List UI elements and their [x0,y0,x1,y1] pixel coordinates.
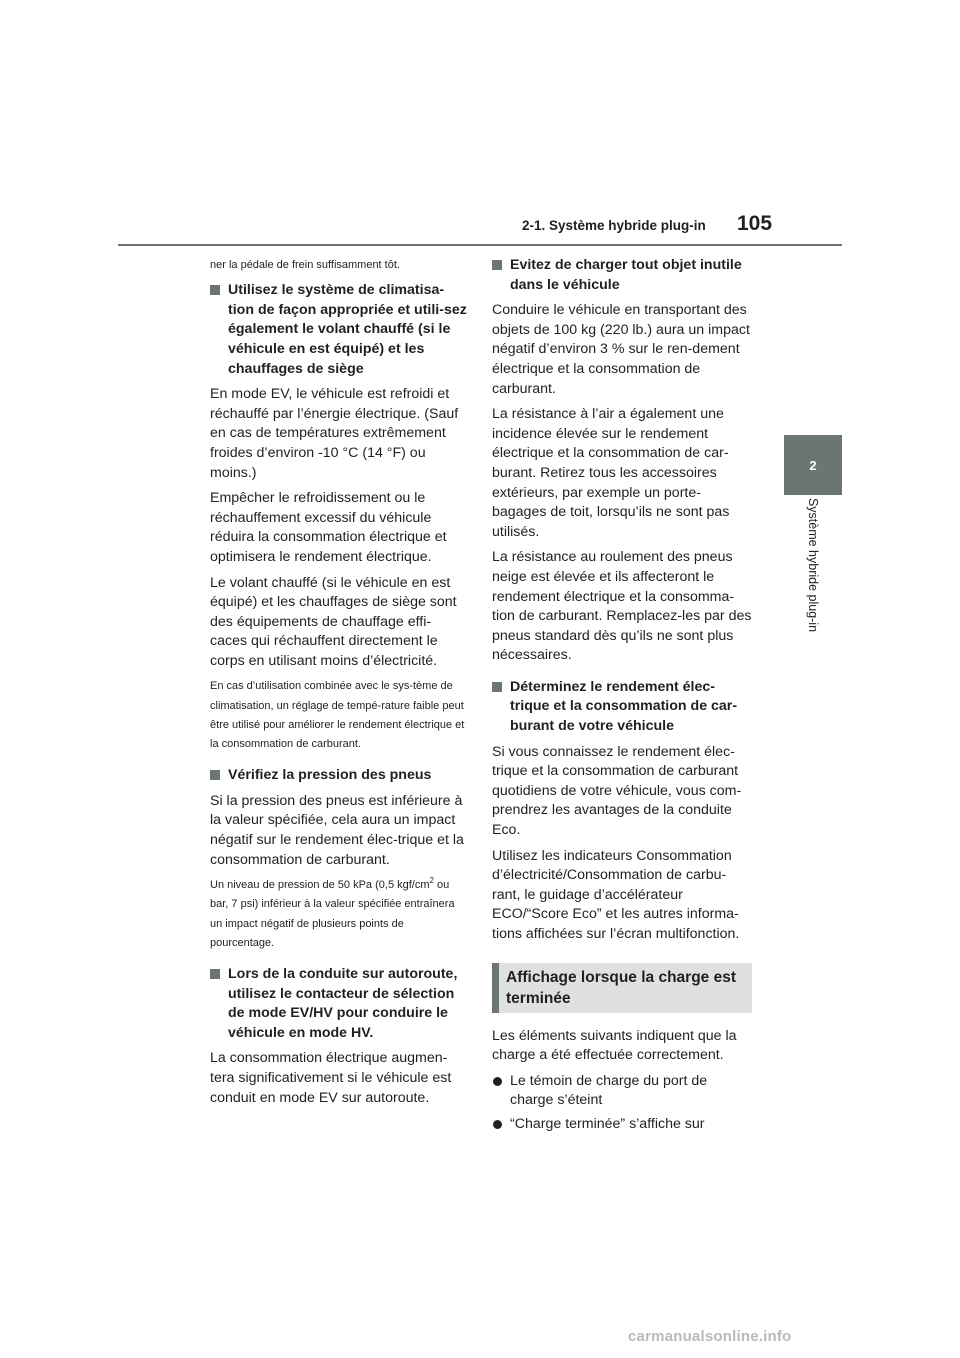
paragraph: En mode EV, le véhicule est refroidi et réchauffé par l’énergie électrique. (Sauf en cas de températures extrêmement froides d’environ -10 °C (14 °F) ou moins.) [210,386,459,481]
heading-climate [210,281,468,379]
note-part: Un niveau de pression de 50 kPa (0,5 kgf/cm [210,879,430,892]
page-number: 105 [737,212,773,235]
note-text [210,876,468,953]
square-bullet-icon [210,285,220,295]
paragraph: Si la pression des pneus est inférieure à la valeur spécifiée, cela aura un impact négatif sur le rendement élec-trique et la consommation de carburant. [210,792,464,868]
paragraph: La résistance à l’air a également une incidence élevée sur le rendement électrique et la consommation de car-burant. Retirez tous les accessoires extérieurs, par exemple un porte-bagages de toit, lorsqu’ils ne sont pas utilisés. [492,406,730,540]
square-bullet-icon [210,969,220,979]
square-bullet-icon [210,770,220,780]
heading-text: Déterminez le rendement élec-trique et la consommation de car-burant de votre véhicule [510,678,738,735]
list-item [492,1115,752,1135]
note-part: ou bar, 7 psi) inférieur à la valeur spécifiée entraînera un impact négatif de plusieurs points de pourcentage. [210,879,455,949]
chapter-label: Système hybride plug-in [806,497,820,633]
section-header [492,963,752,1013]
square-bullet-icon [492,682,502,692]
heading-text: Evitez de charger tout objet inutile dans le véhicule [510,257,742,293]
list-item [492,1072,752,1111]
bullet-dot-icon [493,1120,502,1129]
chapter-number: 2 [809,457,817,473]
paragraph: Utilisez les indicateurs Consommation d’électricité/Consommation de carbu-rant, le guidage d’accélérateur ECO/“Score Eco” et les autres informa-tions affichées sur l’écran multifonction. [492,847,740,942]
paragraph: La résistance au roulement des pneus neige est élevée et ils affecteront le rendement électrique et la consomma-tion de carburant. Remplacez-les par des pneus standard dès qu’ils ne sont plus nécessaires. [492,549,752,664]
paragraph: Empêcher le refroidissement ou le réchauffement excessif du véhicule réduira la consommation électrique et optimisera le rendement électrique. [210,490,447,565]
section-bar [492,963,499,1013]
superscript: 2 [429,876,434,886]
square-bullet-icon [492,260,502,270]
section-title-text: Affichage lorsque la charge est terminée [506,968,736,1007]
heading-tire-pressure [210,766,468,786]
chapter-tab [784,435,842,495]
watermark-logo: carmanualsonline.info [628,1328,792,1345]
heading-text: Utilisez le système de climatisa-tion de façon appropriée et utili-sez également le volant chauffé (si le véhicule en est équipé) et les chauffages de siège [228,282,467,377]
header-divider [118,244,842,246]
intro-text: ner la pédale de frein suffisamment tôt. [210,259,400,271]
right-column [492,256,752,1139]
list-item-text: “Charge terminée” s’affiche sur [510,1115,705,1132]
paragraph: Les éléments suivants indiquent que la charge a été effectuée correctement. [492,1027,737,1064]
heading-load [492,256,752,295]
heading-highway [210,965,468,1043]
paragraph: La consommation électrique augmen-tera significativement si le véhicule est conduit en mode EV sur autoroute. [210,1050,452,1106]
left-column [210,256,468,1114]
list-item-text: Le témoin de charge du port de charge s’éteint [510,1072,708,1109]
bullet-dot-icon [493,1077,502,1086]
heading-consumption [492,678,752,737]
note-text: En cas d’utilisation combinée avec le sys-tème de climatisation, un réglage de tempé-rature faible peut être utilisé pour améliorer le rendement électrique et la consommation de carburant. [210,680,465,751]
paragraph: Conduire le véhicule en transportant des objets de 100 kg (220 lb.) aura un impact négatif d’environ 3 % sur le ren-dement électrique et la consommation de carburant. [492,302,750,397]
heading-text: Lors de la conduite sur autoroute, utilisez le contacteur de sélection de mode EV/HV pour conduire le véhicule en mode HV. [228,966,458,1041]
section-title: 2-1. Système hybride plug-in [522,218,706,233]
paragraph: Si vous connaissez le rendement élec-trique et la consommation de carburant quotidiens de votre véhicule, vous com-prendrez les avantages de la conduite Eco. [492,743,742,839]
paragraph: Le volant chauffé (si le véhicule en est équipé) et les chauffages de siège sont des équipements de chauffage effi-caces qui réchauffent directement le corps en utilisant moins d’électricité. [210,574,457,669]
heading-text: Vérifiez la pression des pneus [228,767,432,784]
